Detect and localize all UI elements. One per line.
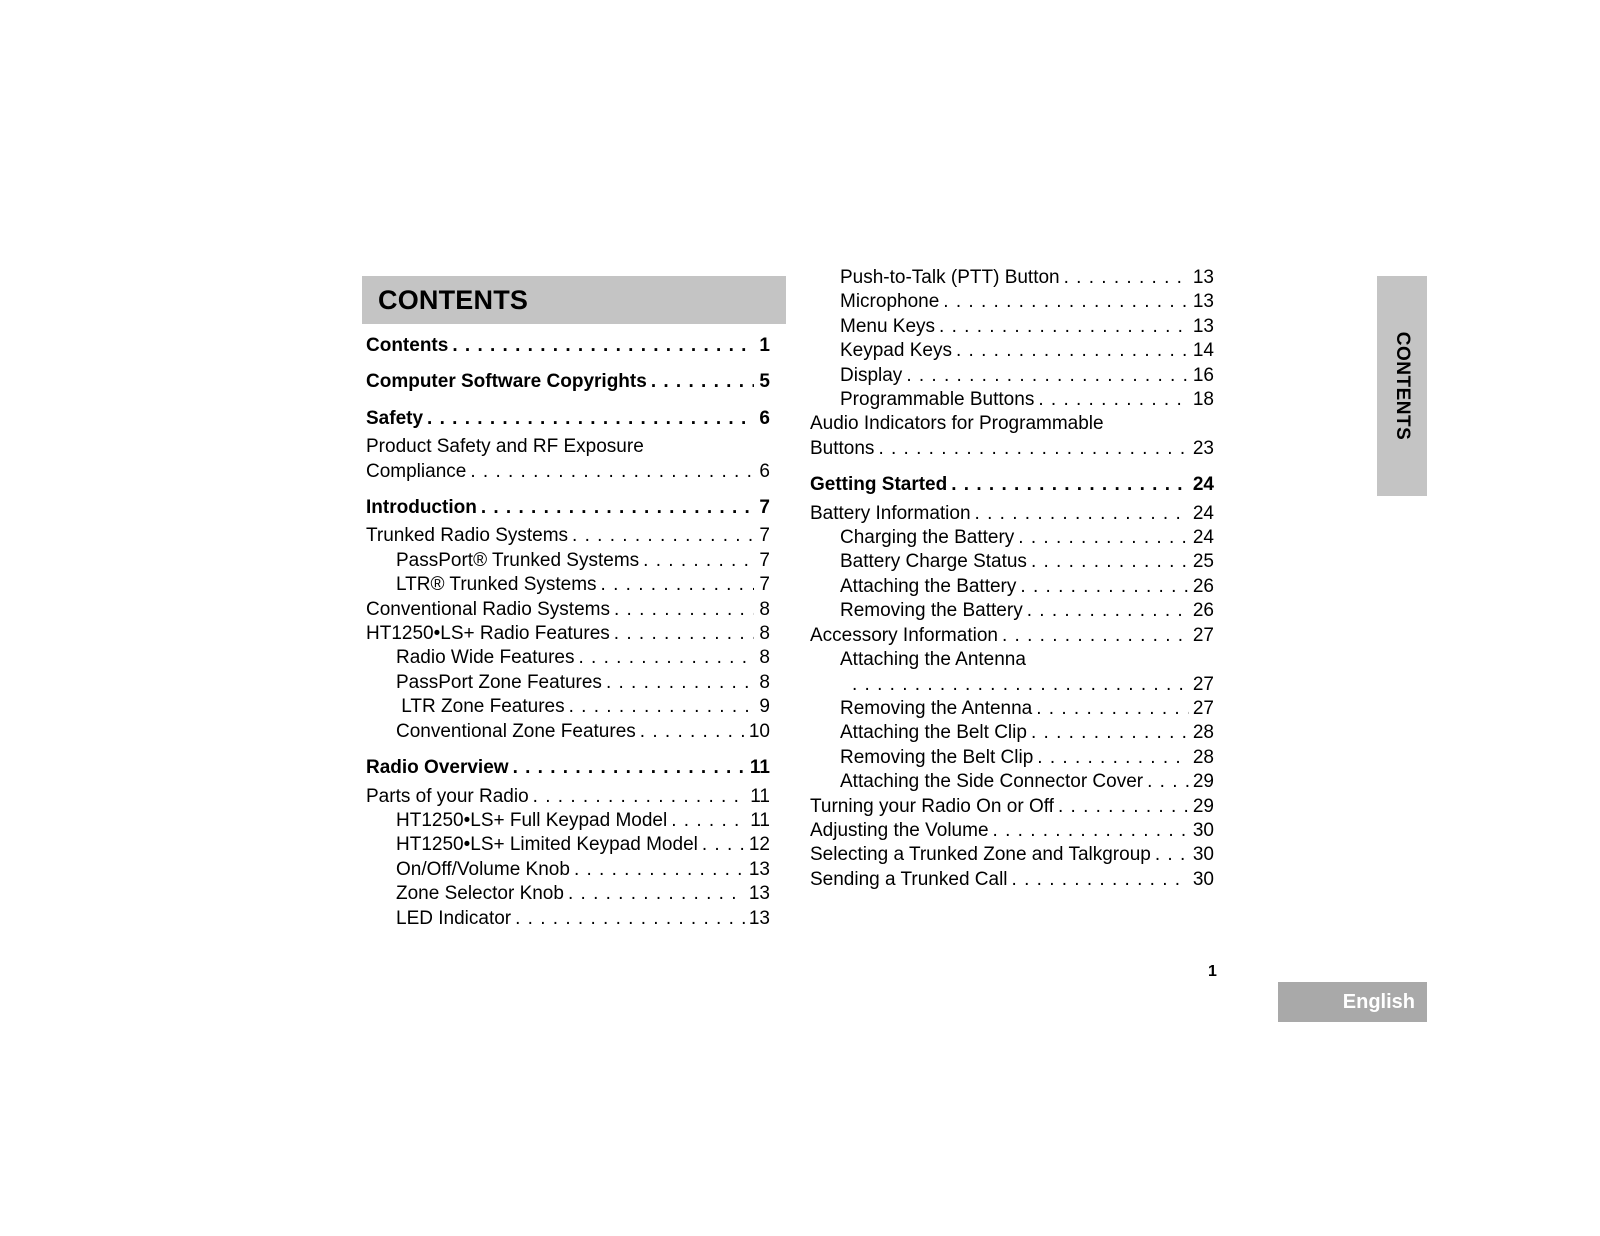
toc-entry-page: 24 [1192, 527, 1214, 549]
toc-entry-title: Parts of your Radio [366, 785, 529, 807]
dot-leader [568, 882, 745, 906]
toc-entry-title: Sending a Trunked Call [810, 868, 1008, 890]
toc-entry[interactable] [366, 833, 770, 857]
toc-entry[interactable] [366, 598, 770, 622]
toc-entry[interactable] [810, 843, 1214, 867]
toc-entry[interactable] [366, 646, 770, 670]
dot-leader [481, 496, 754, 520]
toc-entry[interactable] [810, 770, 1214, 794]
toc-entry[interactable] [810, 721, 1214, 745]
toc-entry[interactable] [810, 550, 1214, 574]
toc-entry-page: 8 [759, 671, 770, 693]
toc-entry-title: Buttons [810, 437, 875, 459]
toc-entry-title: Battery Charge Status [840, 551, 1027, 573]
toc-entry-page: 13 [1192, 315, 1214, 337]
dot-leader [606, 671, 754, 695]
toc-entry-page: 25 [1192, 551, 1214, 573]
toc-entry[interactable] [366, 460, 770, 484]
dot-leader [939, 315, 1189, 339]
toc-entry-title: Trunked Radio Systems [366, 525, 569, 547]
toc-entry-page: 11 [750, 809, 770, 831]
toc-entry[interactable] [810, 437, 1214, 461]
dot-leader [702, 833, 745, 857]
toc-entry[interactable] [810, 746, 1214, 770]
toc-entry[interactable] [810, 575, 1214, 599]
dot-leader [614, 622, 754, 646]
toc-entry[interactable] [810, 339, 1214, 363]
toc-entry-title: PassPort Zone Features [396, 671, 602, 693]
dot-leader [569, 695, 754, 719]
toc-entry[interactable] [366, 858, 770, 882]
toc-entry-page: 13 [1192, 267, 1214, 288]
dot-leader [1031, 721, 1189, 745]
dot-leader [1012, 868, 1189, 892]
toc-entry-title: On/Off/Volume Knob [396, 858, 570, 880]
toc-entry-page: 10 [748, 720, 770, 742]
toc-entry-page: 7 [759, 497, 770, 519]
toc-entry[interactable] [810, 266, 1214, 290]
toc-entry-title: Zone Selector Knob [396, 883, 564, 905]
toc-entry-page: 9 [759, 696, 770, 718]
toc-entry[interactable] [810, 599, 1214, 623]
toc-entry-page: 23 [1192, 437, 1214, 459]
dot-leader [878, 437, 1188, 461]
toc-entry[interactable] [810, 388, 1214, 412]
toc-entry-title: Selecting a Trunked Zone and Talkgroup [810, 844, 1151, 866]
toc-entry-title-line: Attaching the Antenna [840, 649, 1026, 671]
dot-leader [1038, 388, 1189, 412]
dot-leader [852, 673, 1189, 697]
toc-entry-title: Radio Overview [366, 757, 509, 779]
toc-entry-title: Computer Software Copyrights [366, 371, 647, 393]
dot-leader [574, 858, 745, 882]
toc-entry-title: Programmable Buttons [840, 389, 1035, 411]
toc-entry-title: Charging the Battery [840, 527, 1015, 549]
toc-entry-title: Attaching the Belt Clip [840, 722, 1027, 744]
toc-entry[interactable] [810, 673, 1214, 697]
toc-entry[interactable] [810, 624, 1214, 648]
toc-section-entry[interactable] [366, 756, 770, 780]
toc-entry[interactable] [810, 868, 1214, 892]
toc-entry[interactable] [810, 315, 1214, 339]
toc-entry-title: Battery Information [810, 502, 971, 524]
toc-entry-page: 27 [1192, 624, 1214, 646]
toc-entry[interactable] [366, 695, 770, 719]
toc-right-column [810, 266, 1214, 892]
toc-entry-page: 30 [1192, 868, 1214, 890]
toc-entry-page: 24 [1192, 502, 1214, 524]
toc-entry[interactable] [810, 697, 1214, 721]
toc-entry-page: 14 [1192, 340, 1214, 362]
toc-entry-title: Keypad Keys [840, 340, 952, 362]
section-side-tab [1377, 276, 1427, 496]
toc-entry-page: 29 [1192, 771, 1214, 793]
toc-entry-title: HT1250•LS+ Radio Features [366, 623, 610, 645]
toc-entry-page: 28 [1192, 746, 1214, 768]
toc-entry-title: Display [840, 364, 903, 386]
toc-entry-page: 7 [759, 574, 770, 596]
toc-entry-page: 18 [1192, 389, 1214, 411]
dot-leader [470, 460, 754, 484]
toc-entry-title: Compliance [366, 460, 467, 482]
toc-entry[interactable] [810, 502, 1214, 526]
toc-entry-title: Attaching the Battery [840, 575, 1017, 597]
toc-entry-title: PassPort® Trunked Systems [396, 549, 640, 571]
toc-entry-page: 13 [748, 883, 770, 905]
dot-leader [513, 756, 746, 780]
page-title: CONTENTS [378, 285, 529, 315]
dot-leader [578, 646, 754, 670]
toc-entry[interactable] [366, 809, 770, 833]
dot-leader [951, 473, 1189, 497]
dot-leader [1155, 843, 1189, 867]
toc-entry-page: 11 [749, 757, 770, 779]
toc-entry[interactable] [366, 549, 770, 573]
dot-leader [1037, 746, 1189, 770]
toc-entry-page: 1 [759, 335, 770, 356]
dot-leader [515, 907, 745, 931]
dot-leader [906, 364, 1189, 388]
toc-entry-title: HT1250•LS+ Limited Keypad Model [396, 834, 698, 856]
toc-entry[interactable] [366, 524, 770, 548]
toc-entry-page: 28 [1192, 722, 1214, 744]
toc-entry[interactable] [810, 290, 1214, 314]
toc-entry-page: 8 [759, 598, 770, 620]
dot-leader [1002, 624, 1189, 648]
toc-entry-title: Conventional Radio Systems [366, 598, 610, 620]
toc-entry-title: LTR® Trunked Systems [396, 574, 597, 596]
toc-entry-page: 29 [1192, 795, 1214, 817]
toc-entry[interactable] [366, 720, 770, 744]
toc-entry-title: Removing the Battery [840, 600, 1023, 622]
dot-leader [1036, 697, 1189, 721]
toc-entry-page: 8 [759, 647, 770, 669]
dot-leader [975, 502, 1189, 526]
toc-entry-page: 13 [748, 858, 770, 880]
language-tab: English [1278, 982, 1427, 1022]
toc-entry-page: 7 [759, 525, 770, 547]
dot-leader [572, 524, 754, 548]
toc-entry-title: LTR Zone Features [396, 696, 565, 718]
dot-leader [993, 819, 1189, 843]
toc-section-entry[interactable] [366, 370, 770, 394]
side-tab-label: CONTENTS [1392, 331, 1413, 441]
dot-leader [1031, 550, 1189, 574]
dot-leader [533, 785, 747, 809]
toc-entry-page: 24 [1192, 474, 1214, 496]
toc-entry[interactable] [810, 364, 1214, 388]
toc-entry-title: Accessory Information [810, 624, 998, 646]
toc-entry-page: 8 [759, 623, 770, 645]
toc-entry-page: 12 [748, 834, 770, 856]
toc-entry-title: Adjusting the Volume [810, 819, 989, 841]
toc-entry[interactable] [366, 573, 770, 597]
dot-leader [671, 809, 746, 833]
toc-entry[interactable] [810, 819, 1214, 843]
toc-left-column [366, 334, 770, 931]
toc-entry-page: 26 [1192, 600, 1214, 622]
toc-entry-title: Removing the Belt Clip [840, 746, 1034, 768]
toc-entry[interactable] [810, 526, 1214, 550]
toc-entry-title: Getting Started [810, 474, 948, 496]
toc-entry-title: Push-to-Talk (PTT) Button [840, 267, 1060, 288]
dot-leader [943, 290, 1189, 314]
toc-entry-title: Safety [366, 407, 424, 429]
toc-entry-page: 13 [748, 907, 770, 929]
toc-entry-page: 5 [759, 371, 770, 393]
toc-entry-title: Attaching the Side Connector Cover [840, 771, 1144, 793]
toc-entry-page: 16 [1192, 364, 1214, 386]
toc-entry[interactable] [366, 622, 770, 646]
toc-entry-page: 30 [1192, 819, 1214, 841]
dot-leader [1058, 795, 1189, 819]
toc-entry-title: Menu Keys [840, 315, 936, 337]
toc-entry-page: 27 [1192, 673, 1214, 695]
dot-leader [1147, 770, 1189, 794]
toc-entry[interactable] [366, 907, 770, 931]
dot-leader [651, 370, 754, 394]
dot-leader [640, 720, 745, 744]
dot-leader [1064, 266, 1189, 290]
contents-header [362, 276, 786, 324]
dot-leader [614, 598, 754, 622]
toc-section-entry[interactable] [810, 473, 1214, 497]
dot-leader [601, 573, 754, 597]
toc-entry-page: 13 [1192, 291, 1214, 313]
dot-leader [1020, 575, 1188, 599]
dot-leader [643, 549, 754, 573]
toc-section-entry[interactable] [366, 496, 770, 520]
toc-entry-title: Conventional Zone Features [396, 720, 636, 742]
toc-entry-page: 7 [759, 549, 770, 571]
toc-entry-title: LED Indicator [396, 907, 512, 929]
toc-entry[interactable] [810, 795, 1214, 819]
toc-entry-title: Introduction [366, 497, 477, 519]
toc-entry-title: Contents [366, 335, 449, 356]
toc-entry-title: Removing the Antenna [840, 697, 1033, 719]
toc-entry-page: 6 [759, 460, 770, 482]
toc-entry-page: 6 [759, 407, 770, 429]
page-number: 1 [1208, 963, 1217, 980]
toc-entry[interactable] [366, 671, 770, 695]
toc-entry-page: 30 [1192, 844, 1214, 866]
toc-entry-title-line: Product Safety and RF Exposure [366, 436, 644, 458]
toc-entry[interactable] [366, 882, 770, 906]
toc-entry[interactable] [366, 785, 770, 809]
dot-leader [427, 407, 754, 431]
toc-entry-title: Microphone [840, 291, 940, 313]
dot-leader [452, 334, 754, 358]
dot-leader [956, 339, 1189, 363]
dot-leader [1027, 599, 1189, 623]
toc-entry-title: HT1250•LS+ Full Keypad Model [396, 809, 668, 831]
toc-section-entry[interactable] [366, 334, 770, 358]
toc-entry-page: 26 [1192, 575, 1214, 597]
toc-entry-page: 27 [1192, 697, 1214, 719]
toc-entry-title-line: Audio Indicators for Programmable [810, 413, 1104, 435]
dot-leader [1018, 526, 1189, 550]
toc-entry-page: 11 [750, 785, 770, 807]
toc-section-entry[interactable] [366, 407, 770, 431]
toc-entry-title: Radio Wide Features [396, 647, 575, 669]
toc-entry-title: Turning your Radio On or Off [810, 795, 1054, 817]
